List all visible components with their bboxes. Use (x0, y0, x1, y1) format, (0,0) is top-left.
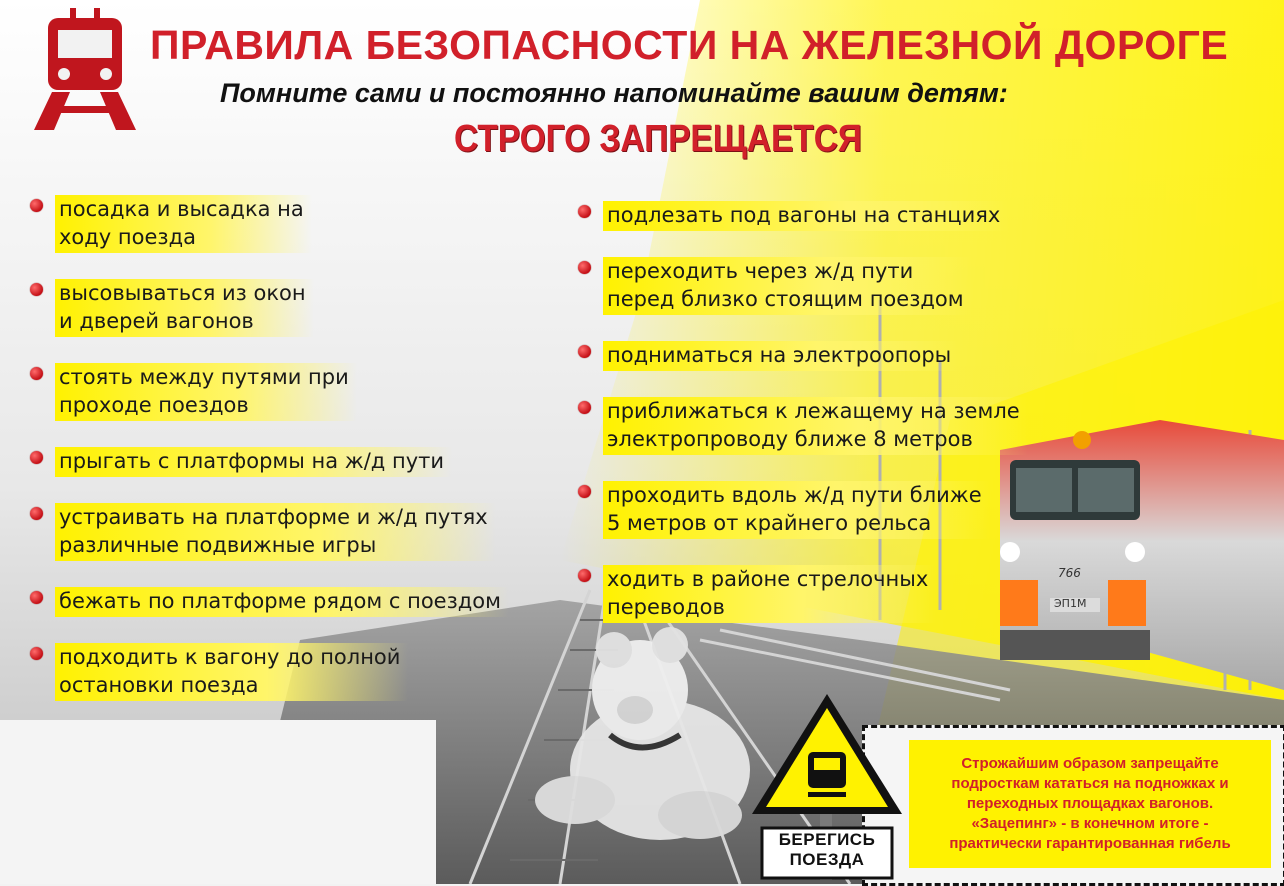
train-logo-icon (30, 8, 140, 133)
warning-text: Строжайшим образом запрещайте подросткам кататься на подножках и переходных площадках вагонов. «Зацепинг» - в конечном итоге - практически гарантированная гибель (949, 755, 1231, 852)
rule-text: переходить через ж/д пути перед близко стоящим поездом (603, 257, 972, 315)
strict-heading: СТРОГО ЗАПРЕЩАЕТСЯ (454, 118, 862, 160)
bullet-icon (30, 367, 43, 380)
bullet-icon (578, 569, 591, 582)
bullet-icon (578, 345, 591, 358)
rule-text: проходить вдоль ж/д пути ближе 5 метров от крайнего рельса (603, 481, 990, 539)
rule-item (578, 341, 959, 371)
bullet-icon (30, 591, 43, 604)
rule-item (578, 481, 990, 539)
rule-text: устраивать на платформе и ж/д путях различные подвижные игры (55, 503, 496, 561)
rule-text: ходить в районе стрелочных переводов (603, 565, 936, 623)
bullet-icon (30, 507, 43, 520)
rule-text: подходить к вагону до полной остановки поезда (55, 643, 408, 701)
bullet-icon (578, 485, 591, 498)
rule-item (578, 257, 972, 315)
rule-item (578, 397, 1028, 455)
rule-item (30, 195, 312, 253)
rule-item (30, 447, 452, 477)
rule-item (30, 643, 408, 701)
rule-item (30, 279, 314, 337)
rule-item (30, 503, 496, 561)
rule-text: стоять между путями при проходе поездов (55, 363, 357, 421)
bullet-icon (30, 647, 43, 660)
rule-text: бежать по платформе рядом с поездом (55, 587, 509, 617)
train-number: 766 (1058, 566, 1081, 580)
warning-panel (909, 740, 1271, 868)
rule-item (30, 587, 509, 617)
rule-text: посадка и высадка на ходу поезда (55, 195, 312, 253)
bullet-icon (30, 283, 43, 296)
rule-text: прыгать с платформы на ж/д пути (55, 447, 452, 477)
bullet-icon (578, 401, 591, 414)
sign-label: БЕРЕГИСЬ ПОЕЗДА (778, 830, 876, 869)
rule-text: высовываться из окон и дверей вагонов (55, 279, 314, 337)
train-model: ЭП1М (1054, 597, 1087, 610)
rule-text: подниматься на электроопоры (603, 341, 959, 371)
rule-item (578, 201, 1008, 231)
bullet-icon (578, 205, 591, 218)
rule-item (578, 565, 936, 623)
bullet-icon (30, 451, 43, 464)
rule-item (30, 363, 357, 421)
bullet-icon (30, 199, 43, 212)
bullet-icon (578, 261, 591, 274)
locomotive-illustration (1000, 420, 1284, 690)
page-subtitle: Помните сами и постоянно напоминайте вашим детям: (220, 78, 1008, 108)
rule-text: подлезать под вагоны на станциях (603, 201, 1008, 231)
page-title: ПРАВИЛА БЕЗОПАСНОСТИ НА ЖЕЛЕЗНОЙ ДОРОГЕ (150, 22, 1229, 68)
rule-text: приближаться к лежащему на земле электропроводу ближе 8 метров (603, 397, 1028, 455)
warning-box (862, 725, 1284, 886)
